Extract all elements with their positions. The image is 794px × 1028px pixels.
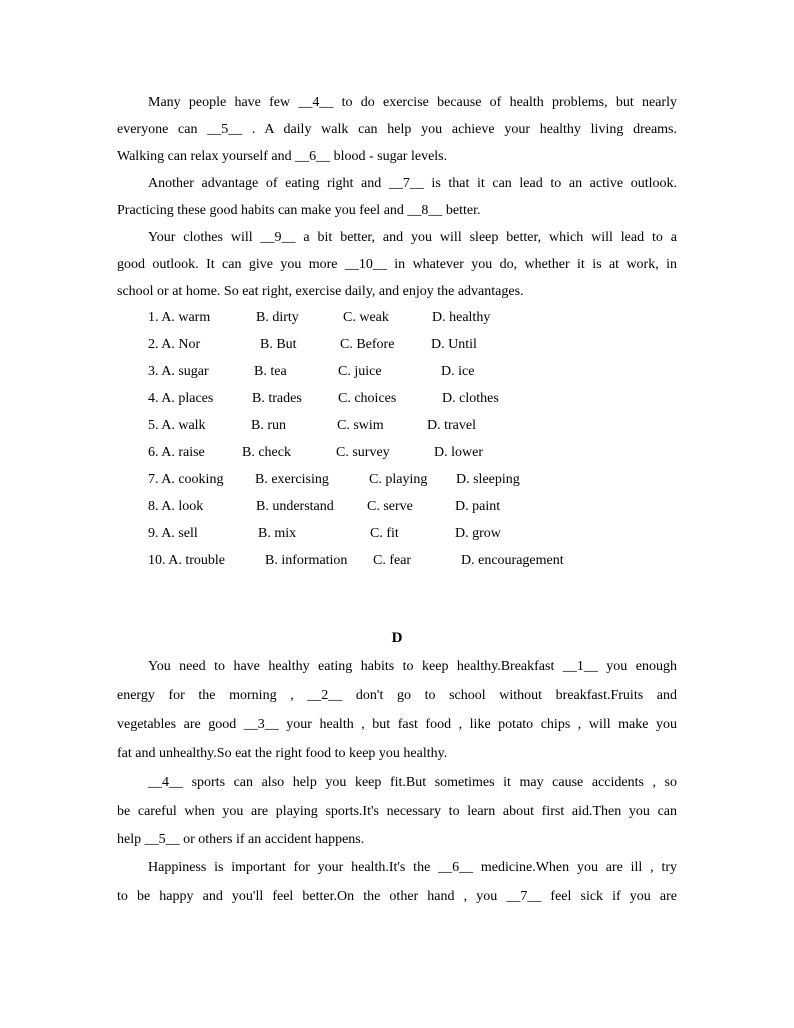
section-heading: D: [391, 630, 403, 646]
text-line: You need to have healthy eating habits to keep healthy.Breakfast __1__ you enough: [148, 659, 677, 674]
option-c: C. fit: [370, 526, 399, 541]
text-line: help __5__ or others if an accident happens.: [117, 832, 365, 847]
option-d: D. lower: [434, 445, 483, 460]
text-line: energy for the morning , __2__ don't go to school without breakfast.Fruits and: [117, 688, 677, 703]
option-a: 1. A. warm: [148, 310, 211, 325]
option-b: B. check: [242, 445, 291, 460]
option-d: D. sleeping: [456, 472, 520, 487]
option-a: 3. A. sugar: [148, 364, 209, 379]
text-line: Walking can relax yourself and __6__ blood - sugar levels.: [117, 149, 448, 164]
option-c: C. juice: [338, 364, 382, 379]
option-c: C. swim: [337, 418, 384, 433]
option-b: B. exercising: [255, 472, 329, 487]
option-a: 7. A. cooking: [148, 472, 224, 487]
option-d: D. grow: [455, 526, 501, 541]
option-b: B. tea: [254, 364, 287, 379]
text-line: fat and unhealthy.So eat the right food to keep you healthy.: [117, 746, 448, 761]
option-d: D. ice: [441, 364, 475, 379]
option-a: 6. A. raise: [148, 445, 205, 460]
option-c: C. choices: [338, 391, 397, 406]
option-a: 5. A. walk: [148, 418, 206, 433]
option-c: C. serve: [367, 499, 413, 514]
text-line: __4__ sports can also help you keep fit.But sometimes it may cause accidents , so: [148, 775, 677, 790]
option-b: B. mix: [258, 526, 297, 541]
option-c: C. fear: [373, 553, 412, 568]
option-d: D. encouragement: [461, 553, 564, 568]
text-line: good outlook. It can give you more __10__ in whatever you do, whether it is at work, in: [117, 257, 677, 272]
option-c: C. playing: [369, 472, 428, 487]
option-b: B. understand: [256, 499, 334, 514]
option-b: B. trades: [252, 391, 302, 406]
text-line: everyone can __5__ . A daily walk can help you achieve your healthy living dreams.: [117, 122, 677, 137]
option-d: D. paint: [455, 499, 501, 514]
option-a: 8. A. look: [148, 499, 204, 514]
text-line: to be happy and you'll feel better.On the other hand , you __7__ feel sick if you are: [117, 889, 677, 904]
text-line: school or at home. So eat right, exercise daily, and enjoy the advantages.: [117, 284, 524, 299]
option-a: 10. A. trouble: [148, 553, 225, 568]
option-c: C. Before: [340, 337, 395, 352]
option-b: B. But: [260, 337, 297, 352]
option-a: 4. A. places: [148, 391, 214, 406]
option-d: D. healthy: [432, 310, 491, 325]
option-b: B. run: [251, 418, 286, 433]
option-b: B. information: [265, 553, 348, 568]
option-b: B. dirty: [256, 310, 299, 325]
option-d: D. travel: [427, 418, 476, 433]
text-line: vegetables are good __3__ your health , but fast food , like potato chips , will make you: [117, 717, 677, 732]
option-d: D. clothes: [442, 391, 499, 406]
text-line: Your clothes will __9__ a bit better, and you will sleep better, which will lead to a: [148, 230, 677, 245]
option-c: C. weak: [343, 310, 389, 325]
text-line: be careful when you are playing sports.It's necessary to learn about first aid.Then you can: [117, 804, 677, 819]
text-line: Happiness is important for your health.It's the __6__ medicine.When you are ill , try: [148, 860, 677, 875]
option-d: D. Until: [431, 337, 477, 352]
option-a: 2. A. Nor: [148, 337, 201, 352]
text-line: Practicing these good habits can make you feel and __8__ better.: [117, 203, 481, 218]
option-c: C. survey: [336, 445, 390, 460]
text-line: Many people have few __4__ to do exercise because of health problems, but nearly: [148, 95, 677, 110]
text-line: Another advantage of eating right and __7__ is that it can lead to an active outlook.: [148, 176, 677, 191]
option-a: 9. A. sell: [148, 526, 198, 541]
